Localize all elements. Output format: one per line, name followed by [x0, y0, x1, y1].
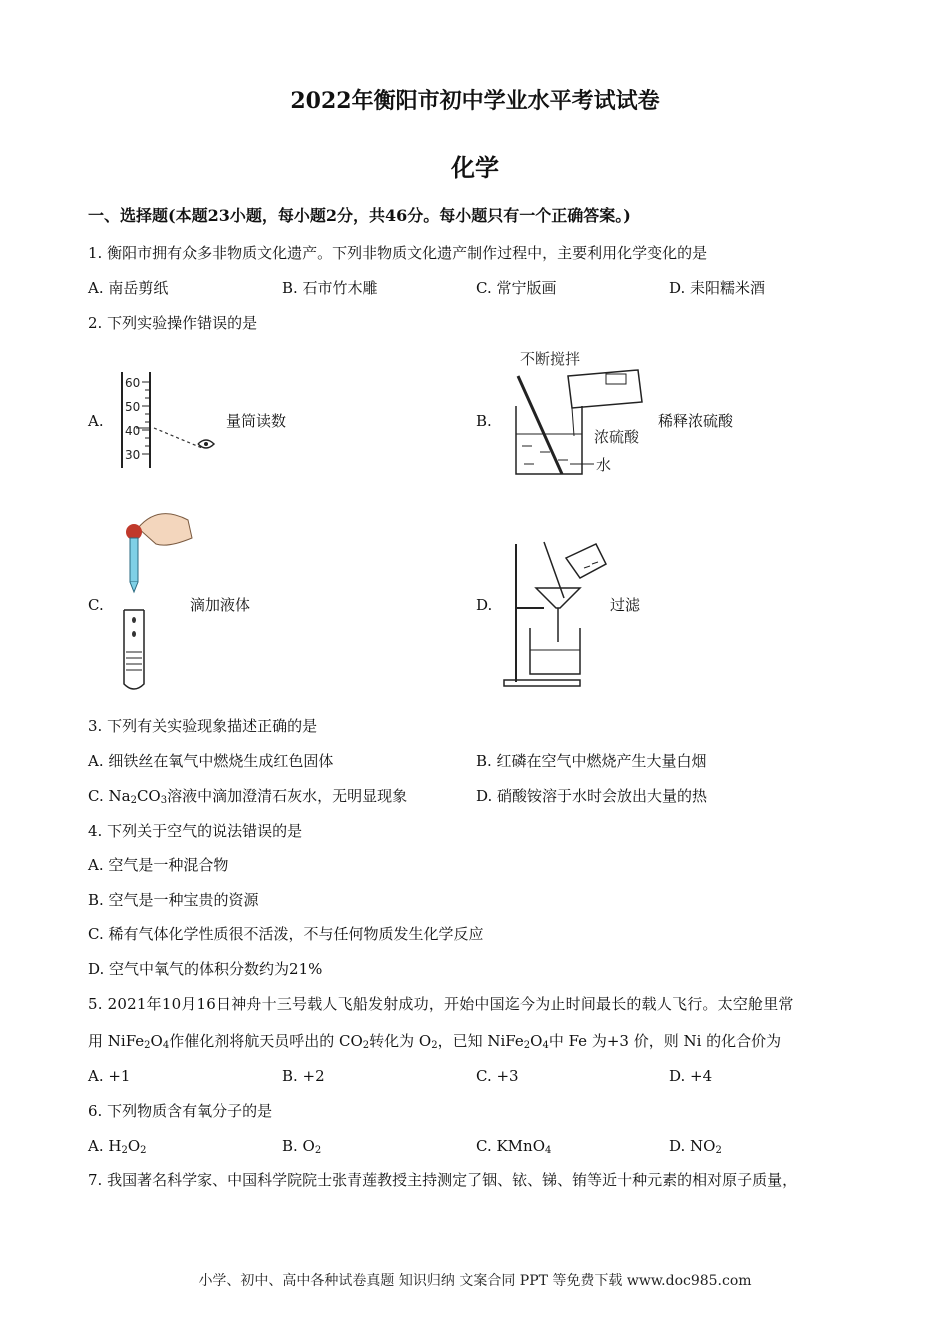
q6-option-b	[282, 1136, 321, 1156]
q5-l2-f: O	[530, 1032, 543, 1050]
q6-c-pre: C. KMnO	[476, 1137, 546, 1155]
q5-l2-e: ，已知 NiFe	[437, 1032, 524, 1050]
q3-c-na: Na	[108, 787, 131, 805]
q3-c-sub3: 3	[160, 795, 168, 806]
q4-option-d: D. 空气中氧气的体积分数约为21%	[88, 960, 323, 978]
q2-option-a-label: 量筒读数	[226, 412, 287, 430]
q6-d-pre: D. NO	[669, 1137, 716, 1155]
q6-d-s1: 2	[715, 1145, 722, 1156]
dilute-acid-figure	[510, 346, 660, 481]
filtration-figure	[500, 538, 610, 690]
q1-option-b: B. 石市竹木雕	[282, 279, 378, 297]
q3-option-d: D. 硝酸铵溶于水时会放出大量的热	[476, 787, 708, 805]
q7-stem: 7. 我国著名科学家、中国科学院院士张青莲教授主持测定了铟、铱、锑、铕等近十种元素的相对原子质量，	[88, 1171, 798, 1189]
q5-l2-g: 中 Fe 为+3 价，则 Ni 的化合价为	[548, 1032, 782, 1050]
page-footer: 小学、初中、高中各种试卷真题 知识归纳 文案合同 PPT 等免费下载 www.doc985.com	[198, 1273, 752, 1289]
q5-l2-s4: 2	[431, 1040, 438, 1051]
q5-stem-line1: 5. 2021年10月16日神舟十三号载人飞船发射成功，开始中国迄今为止时间最长的载人飞行。太空舱里常	[88, 995, 794, 1013]
q1-stem: 1. 衡阳市拥有众多非物质文化遗产。下列非物质文化遗产制作过程中，主要利用化学变化的是	[88, 244, 708, 262]
q4-option-a: A. 空气是一种混合物	[88, 856, 229, 874]
section-heading: 一、选择题(本题23小题，每小题2分，共46分。每小题只有一个正确答案。)	[88, 206, 631, 225]
q5-stem-line2	[88, 1031, 781, 1051]
q6-a-pre: A. H	[88, 1137, 122, 1155]
q5-option-b: B. +2	[282, 1067, 325, 1085]
q3-option-b: B. 红磷在空气中燃烧产生大量白烟	[476, 752, 707, 770]
q5-l2-s5: 2	[523, 1040, 531, 1051]
q6-a-mid: O	[127, 1137, 141, 1155]
graduated-cylinder-figure	[110, 368, 230, 474]
cyl-tick-50: 50	[125, 400, 141, 414]
q1-option-d: D. 耒阳糯米酒	[669, 279, 766, 297]
q6-b-s1: 2	[314, 1145, 322, 1156]
subject-title: 化学	[451, 153, 499, 182]
cyl-tick-40: 40	[125, 424, 141, 438]
q6-a-s2: 2	[140, 1145, 147, 1156]
q3-option-a: A. 细铁丝在氧气中燃烧生成红色固体	[88, 752, 334, 770]
q1-option-c: C. 常宁版画	[476, 279, 557, 297]
q6-c-s1: 4	[545, 1145, 552, 1156]
q6-option-a	[88, 1136, 147, 1156]
q4-stem: 4. 下列关于空气的说法错误的是	[88, 822, 303, 840]
q5-l2-s6: 4	[542, 1040, 549, 1051]
q5-l2-c: 作催化剂将航天员呼出的 CO	[169, 1032, 363, 1050]
q3-c-co: CO	[136, 787, 161, 805]
cyl-tick-30: 30	[125, 448, 141, 462]
q2-option-c-label: 滴加液体	[190, 596, 251, 614]
q5-l2-s1: 2	[144, 1040, 151, 1051]
q1-option-a: A. 南岳剪纸	[88, 279, 169, 297]
q2-option-d-label: 过滤	[610, 596, 641, 614]
q2-option-b-label: 稀释浓硫酸	[658, 412, 734, 430]
b-fig-stir: 不断搅拌	[520, 350, 581, 368]
q2-option-c-letter: C.	[88, 596, 104, 614]
q5-option-a: A. +1	[88, 1067, 131, 1085]
q2-option-d-letter: D.	[476, 596, 493, 614]
q3-stem: 3. 下列有关实验现象描述正确的是	[88, 717, 318, 735]
b-fig-acid: 浓硫酸	[594, 428, 640, 446]
q6-b-pre: B. O	[282, 1137, 315, 1155]
q5-l2-s2: 4	[162, 1040, 170, 1051]
q5-option-d: D. +4	[669, 1067, 713, 1085]
q2-option-b-letter: B.	[476, 412, 492, 430]
q6-a-s1: 2	[121, 1145, 128, 1156]
q6-option-c	[476, 1136, 551, 1156]
exam-title: 2022年衡阳市初中学业水平考试试卷	[290, 88, 660, 114]
q4-option-c: C. 稀有气体化学性质很不活泼，不与任何物质发生化学反应	[88, 925, 484, 943]
q5-l2-d: 转化为 O	[369, 1032, 432, 1050]
dropper-figure	[116, 506, 196, 692]
q6-stem: 6. 下列物质含有氧分子的是	[88, 1102, 273, 1120]
q2-stem: 2. 下列实验操作错误的是	[88, 314, 258, 332]
q5-l2-a: 用 NiFe	[88, 1032, 145, 1050]
q2-option-a-letter: A.	[88, 412, 104, 430]
cyl-tick-60: 60	[125, 376, 141, 390]
q5-option-c: C. +3	[476, 1067, 519, 1085]
q3-c-rest: 溶液中滴加澄清石灰水，无明显现象	[167, 787, 408, 805]
q6-option-d	[669, 1136, 722, 1156]
q3-option-c	[88, 786, 407, 806]
q3-c-letter: C.	[88, 787, 109, 805]
q4-option-b: B. 空气是一种宝贵的资源	[88, 891, 259, 909]
q3-c-sub2: 2	[130, 795, 137, 806]
q5-l2-s3: 2	[362, 1040, 370, 1051]
q5-l2-b: O	[150, 1032, 163, 1050]
b-fig-water: 水	[596, 456, 612, 474]
